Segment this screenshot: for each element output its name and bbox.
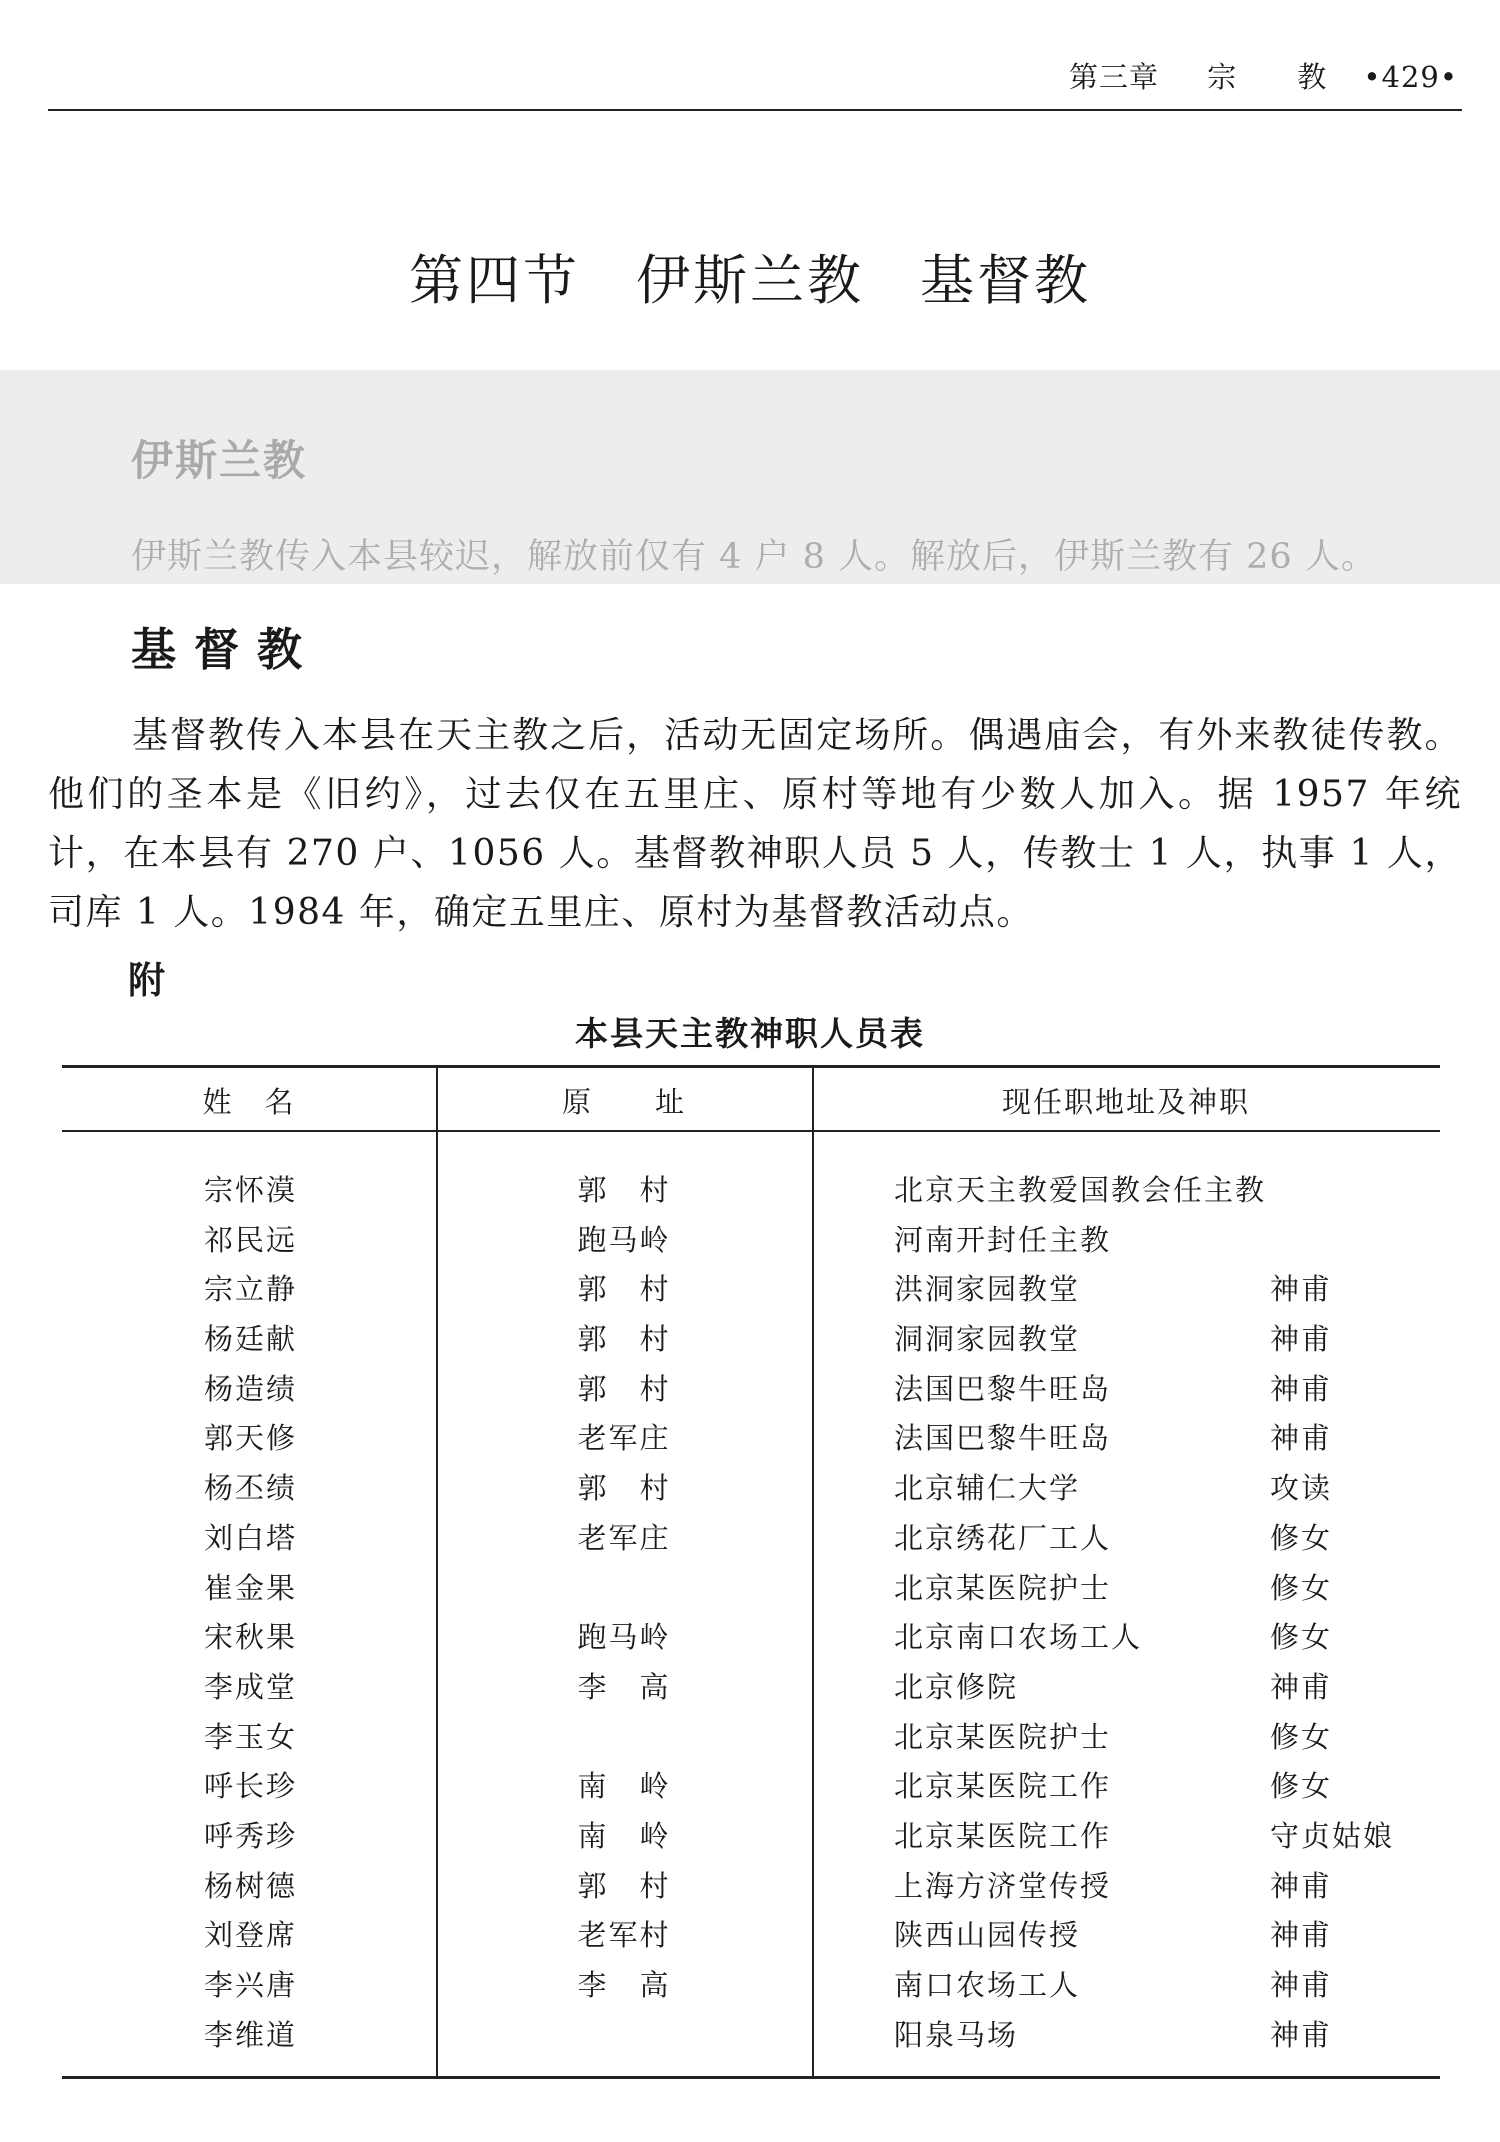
cell-origin: 南 岭 [577, 1769, 671, 1804]
cell-role: 守贞姑娘 [1270, 1818, 1395, 1853]
cell-name: 宗立静 [204, 1272, 298, 1307]
cell-role: 神甫 [1270, 1322, 1333, 1357]
table-row [62, 1162, 1440, 1212]
cell-place: 北京绣花厂工人 [894, 1520, 1112, 1555]
table-row [62, 1361, 1440, 1411]
section-topic-christianity: 基督教 [920, 249, 1091, 312]
cell-origin: 老军庄 [577, 1421, 671, 1456]
cell-place: 北京某医院工作 [894, 1818, 1112, 1853]
cell-origin: 郭 村 [577, 1371, 671, 1406]
table-row [62, 1709, 1440, 1759]
cell-name: 李兴唐 [204, 1968, 298, 2002]
cell-name: 崔金果 [204, 1570, 298, 1605]
header-rule [48, 109, 1462, 111]
christianity-paragraph: 基督教传入本县在天主教之后，活动无固定场所。偶遇庙会，有外来教徒传教。他们的圣本是《旧约》，过去仅在五里庄、原村等地有少数人加入。据 1957 年统计，在本县有 270 户、1056 人。基督教神职人员 5 人，传教士 1 人，执事 1 人，司库 1 人。1984 年，确定五里庄、原村为基督教活动点。 [48, 715, 1462, 933]
cell-name: 呼秀珍 [204, 1818, 298, 1853]
cell-origin: 郭 村 [577, 1868, 671, 1903]
cell-place: 北京某医院护士 [894, 1570, 1112, 1605]
running-head-chapter: 第三章 [1068, 60, 1159, 94]
cell-name: 呼长珍 [204, 1769, 298, 1804]
cell-role: 神甫 [1270, 1868, 1333, 1903]
running-head [1069, 55, 1458, 96]
cell-role: 修女 [1270, 1620, 1333, 1655]
table-row [62, 1858, 1440, 1908]
cell-place: 北京某医院工作 [894, 1769, 1112, 1804]
table-row [62, 1410, 1440, 1460]
table-title: 本县天主教神职人员表 [575, 1014, 925, 1053]
cell-origin: 李 高 [577, 1968, 671, 2002]
cell-origin: 南 岭 [577, 1818, 671, 1853]
cell-role: 修女 [1270, 1520, 1333, 1555]
cell-role: 神甫 [1270, 1421, 1333, 1456]
cell-role: 修女 [1270, 1769, 1333, 1804]
table-row [62, 2007, 1440, 2057]
cell-role: 攻读 [1270, 1471, 1333, 1506]
christianity-heading: 基督教 [131, 623, 321, 676]
column-header-origin: 原 址 [561, 1085, 686, 1119]
cell-name: 杨廷献 [204, 1322, 298, 1357]
cell-name: 杨树德 [204, 1868, 298, 1903]
cell-name: 李成堂 [204, 1669, 298, 1704]
cell-origin: 郭 村 [577, 1272, 671, 1307]
cell-place: 北京天主教爱国教会任主教 [894, 1173, 1267, 1207]
cell-name: 杨造绩 [204, 1371, 298, 1406]
table-row [62, 1311, 1440, 1361]
table-row [62, 1907, 1440, 1957]
cell-origin: 跑马岭 [577, 1222, 671, 1257]
column-header-name: 姓 名 [202, 1085, 296, 1119]
cell-place: 河南开封任主教 [894, 1222, 1112, 1257]
cell-place: 北京南口农场工人 [894, 1620, 1143, 1655]
cell-place: 南口农场工人 [894, 1968, 1081, 2002]
cell-role: 神甫 [1270, 2017, 1333, 2052]
table-row [62, 1460, 1440, 1510]
cell-place: 洪洞家园教堂 [894, 1272, 1081, 1307]
cell-name: 李玉女 [204, 1719, 298, 1754]
cell-origin: 郭 村 [577, 1322, 671, 1357]
cell-name: 李维道 [204, 2017, 298, 2052]
appendix-label: 附 [128, 959, 165, 1002]
cell-place: 洞洞家园教堂 [894, 1322, 1081, 1357]
cell-place: 阳泉马场 [894, 2017, 1019, 2052]
cell-role: 神甫 [1270, 1968, 1333, 2002]
cell-origin: 老军村 [577, 1918, 671, 1953]
cell-name: 郭天修 [204, 1421, 298, 1456]
cell-name: 刘登席 [204, 1918, 298, 1953]
section-topic-islam: 伊斯兰教 [636, 249, 864, 312]
cell-place: 北京辅仁大学 [894, 1471, 1081, 1506]
table-row [62, 1808, 1440, 1858]
cell-place: 上海方济堂传授 [894, 1868, 1112, 1903]
table-row [62, 1510, 1440, 1560]
islam-heading: 伊斯兰教 [131, 436, 308, 485]
table-row [62, 1659, 1440, 1709]
cell-origin: 郭 村 [577, 1471, 671, 1506]
clergy-table [62, 1065, 1440, 2079]
cell-name: 杨丕绩 [204, 1471, 298, 1506]
table-body [62, 1162, 1440, 2056]
running-head-title: 宗 教 [1207, 60, 1328, 94]
section-number: 第四节 [409, 249, 580, 312]
cell-origin: 跑马岭 [577, 1620, 671, 1655]
cell-name: 宋秋果 [204, 1620, 298, 1655]
table-row [62, 1957, 1440, 2007]
table-row [62, 1261, 1440, 1311]
cell-name: 宗怀漠 [204, 1173, 298, 1207]
cell-role: 神甫 [1270, 1272, 1333, 1307]
page-number: •429• [1363, 60, 1458, 94]
cell-role: 修女 [1270, 1719, 1333, 1754]
cell-origin: 老军庄 [577, 1520, 671, 1555]
cell-origin: 郭 村 [577, 1173, 671, 1207]
cell-place: 法国巴黎牛旺岛 [894, 1421, 1112, 1456]
cell-role: 神甫 [1270, 1371, 1333, 1406]
table-row [62, 1212, 1440, 1262]
cell-role: 神甫 [1270, 1669, 1333, 1704]
cell-role: 修女 [1270, 1570, 1333, 1605]
islam-paragraph: 伊斯兰教传入本县较迟，解放前仅有 4 户 8 人。解放后，伊斯兰教有 26 人。 [131, 537, 1377, 577]
cell-place: 陕西山园传授 [894, 1918, 1081, 1953]
cell-place: 北京修院 [894, 1669, 1019, 1704]
table-row [62, 1560, 1440, 1610]
cell-place: 北京某医院护士 [894, 1719, 1112, 1754]
cell-name: 祁民远 [204, 1222, 298, 1257]
cell-name: 刘白塔 [204, 1520, 298, 1555]
table-row [62, 1609, 1440, 1659]
cell-origin: 李 高 [577, 1669, 671, 1704]
table-row [62, 1758, 1440, 1808]
cell-place: 法国巴黎牛旺岛 [894, 1371, 1112, 1406]
section-title [0, 238, 1500, 315]
column-header-post: 现任职地址及神职 [1001, 1085, 1250, 1119]
cell-role: 神甫 [1270, 1918, 1333, 1953]
header-divider [62, 1130, 1440, 1132]
